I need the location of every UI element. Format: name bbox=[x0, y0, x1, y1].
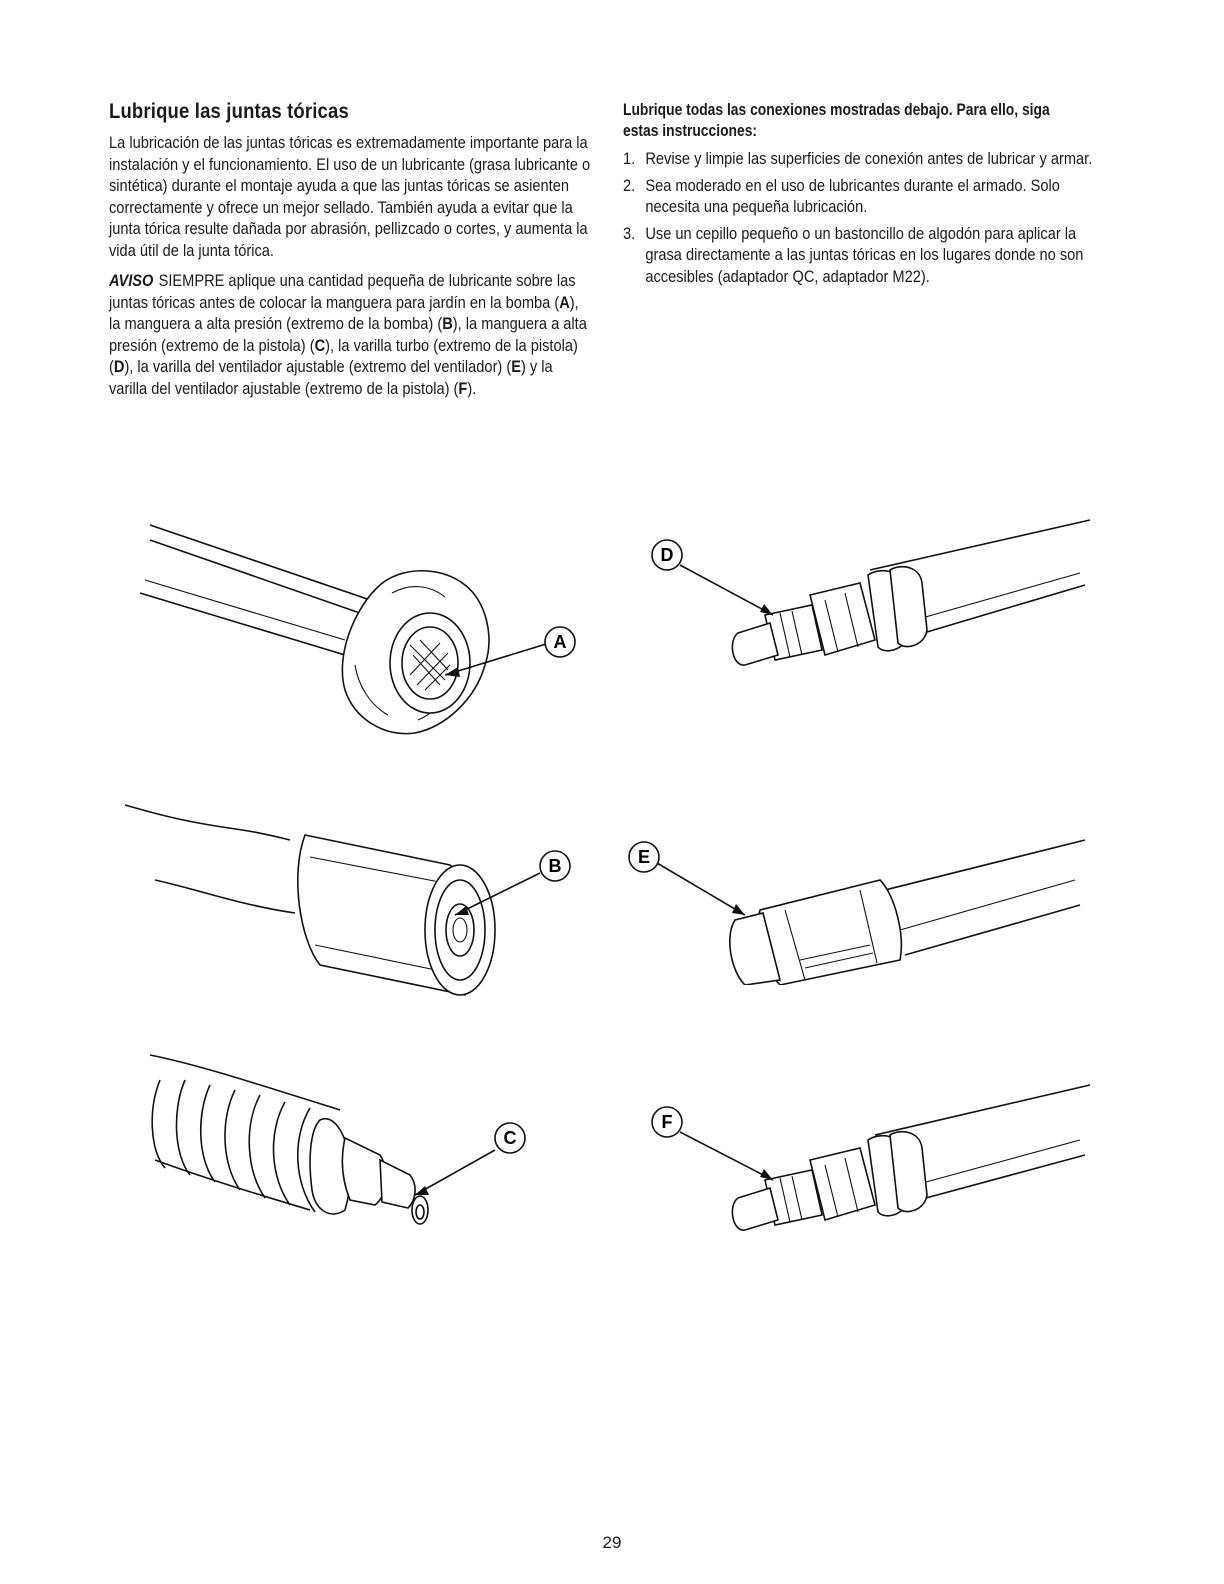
wand-illustration bbox=[732, 520, 1090, 665]
notice-label: AVISO bbox=[109, 271, 154, 290]
section-title: Lubrique las juntas tóricas bbox=[109, 100, 349, 123]
notice-text: ). bbox=[467, 378, 477, 398]
figure-c-high-pressure-hose-gun-end bbox=[140, 1050, 550, 1250]
ref-a: A bbox=[559, 292, 570, 312]
wand-illustration bbox=[730, 840, 1085, 985]
notice-text: ) y la varilla del ventilador ajustable (extremo de la pistola) ( bbox=[109, 357, 553, 398]
intro-paragraph: La lubricación de las juntas tóricas es extremadamente importante para la instalación y el funcionamiento. El uso de un lubricante (grasa lubricante o sintética) durante el montaje ayuda a que las juntas tóricas se asienten correctamente y ofrece un mejor sellado. También ayuda a evitar que la junta tórica resulte dañada por abrasión, pellizcado o cortes, y aumenta la vida útil de la junta tórica. bbox=[109, 133, 591, 260]
figure-e-fan-wand-fan-end bbox=[615, 835, 1095, 985]
hose-illustration bbox=[140, 525, 489, 734]
ref-c: C bbox=[314, 335, 326, 355]
step-text: Sea moderado en el uso de lubricantes durante el armado. Solo necesita una pequeña lubricación. bbox=[645, 175, 1060, 216]
figure-d-turbo-wand bbox=[640, 515, 1100, 675]
wand-illustration bbox=[732, 1085, 1090, 1230]
ref-e: E bbox=[511, 357, 521, 376]
notice-text: SIEMPRE aplique una cantidad pequeña de lubricante sobre las juntas tóricas antes de colocar la manguera para jardín en la bomba ( bbox=[109, 271, 576, 312]
label-a: A bbox=[553, 632, 567, 652]
hose-illustration bbox=[150, 1055, 428, 1224]
callout-f bbox=[652, 1107, 773, 1180]
ref-b: B bbox=[442, 314, 453, 333]
notice-paragraph bbox=[109, 270, 594, 399]
right-column bbox=[623, 100, 1093, 292]
notice-text: ), la manguera a alta presión (extremo de la pistola) ( bbox=[109, 314, 587, 355]
callout-e bbox=[629, 842, 745, 915]
notice-text: ), la varilla del ventilador ajustable (extremo del ventilador) ( bbox=[124, 357, 512, 376]
page-number: 29 bbox=[602, 1533, 622, 1552]
callout-d bbox=[652, 540, 773, 615]
step-number: 2. bbox=[623, 175, 636, 195]
hose-illustration bbox=[125, 805, 495, 995]
instructions-heading: Lubrique todas las conexiones mostradas debajo. Para ello, siga estas instrucciones: bbox=[623, 101, 1050, 140]
label-b: B bbox=[548, 856, 562, 876]
figure-f-fan-wand-gun-end bbox=[640, 1070, 1100, 1240]
left-column bbox=[109, 100, 595, 408]
label-d: D bbox=[660, 545, 674, 565]
step-number: 1. bbox=[623, 149, 636, 168]
notice-text: ), la varilla turbo (extremo de la pistola) ( bbox=[109, 335, 578, 376]
spring-guard bbox=[152, 1080, 315, 1212]
figure-a-pump-inlet bbox=[130, 515, 600, 755]
ref-f: F bbox=[458, 378, 468, 398]
label-c: C bbox=[503, 1128, 517, 1148]
ref-d: D bbox=[113, 357, 125, 376]
step-text: Use un cepillo pequeño o un bastoncillo de algodón para aplicar la grasa directamente a las juntas tóricas en los lugares donde no son accesibles (adaptador QC, adaptador M22). bbox=[645, 223, 1084, 286]
figure-b-high-pressure-hose-pump-end bbox=[120, 795, 590, 1005]
step-item bbox=[623, 175, 1110, 218]
callout-c bbox=[415, 1123, 525, 1195]
label-f: F bbox=[661, 1112, 673, 1132]
step-item bbox=[623, 148, 1110, 170]
label-e: E bbox=[637, 847, 651, 867]
step-text: Revise y limpie las superficies de conexión antes de lubricar y armar. bbox=[645, 149, 1093, 168]
notice-text: ), la manguera a alta presión (extremo de la bomba) ( bbox=[109, 292, 579, 333]
step-number: 3. bbox=[623, 223, 636, 243]
step-item bbox=[623, 223, 1110, 288]
